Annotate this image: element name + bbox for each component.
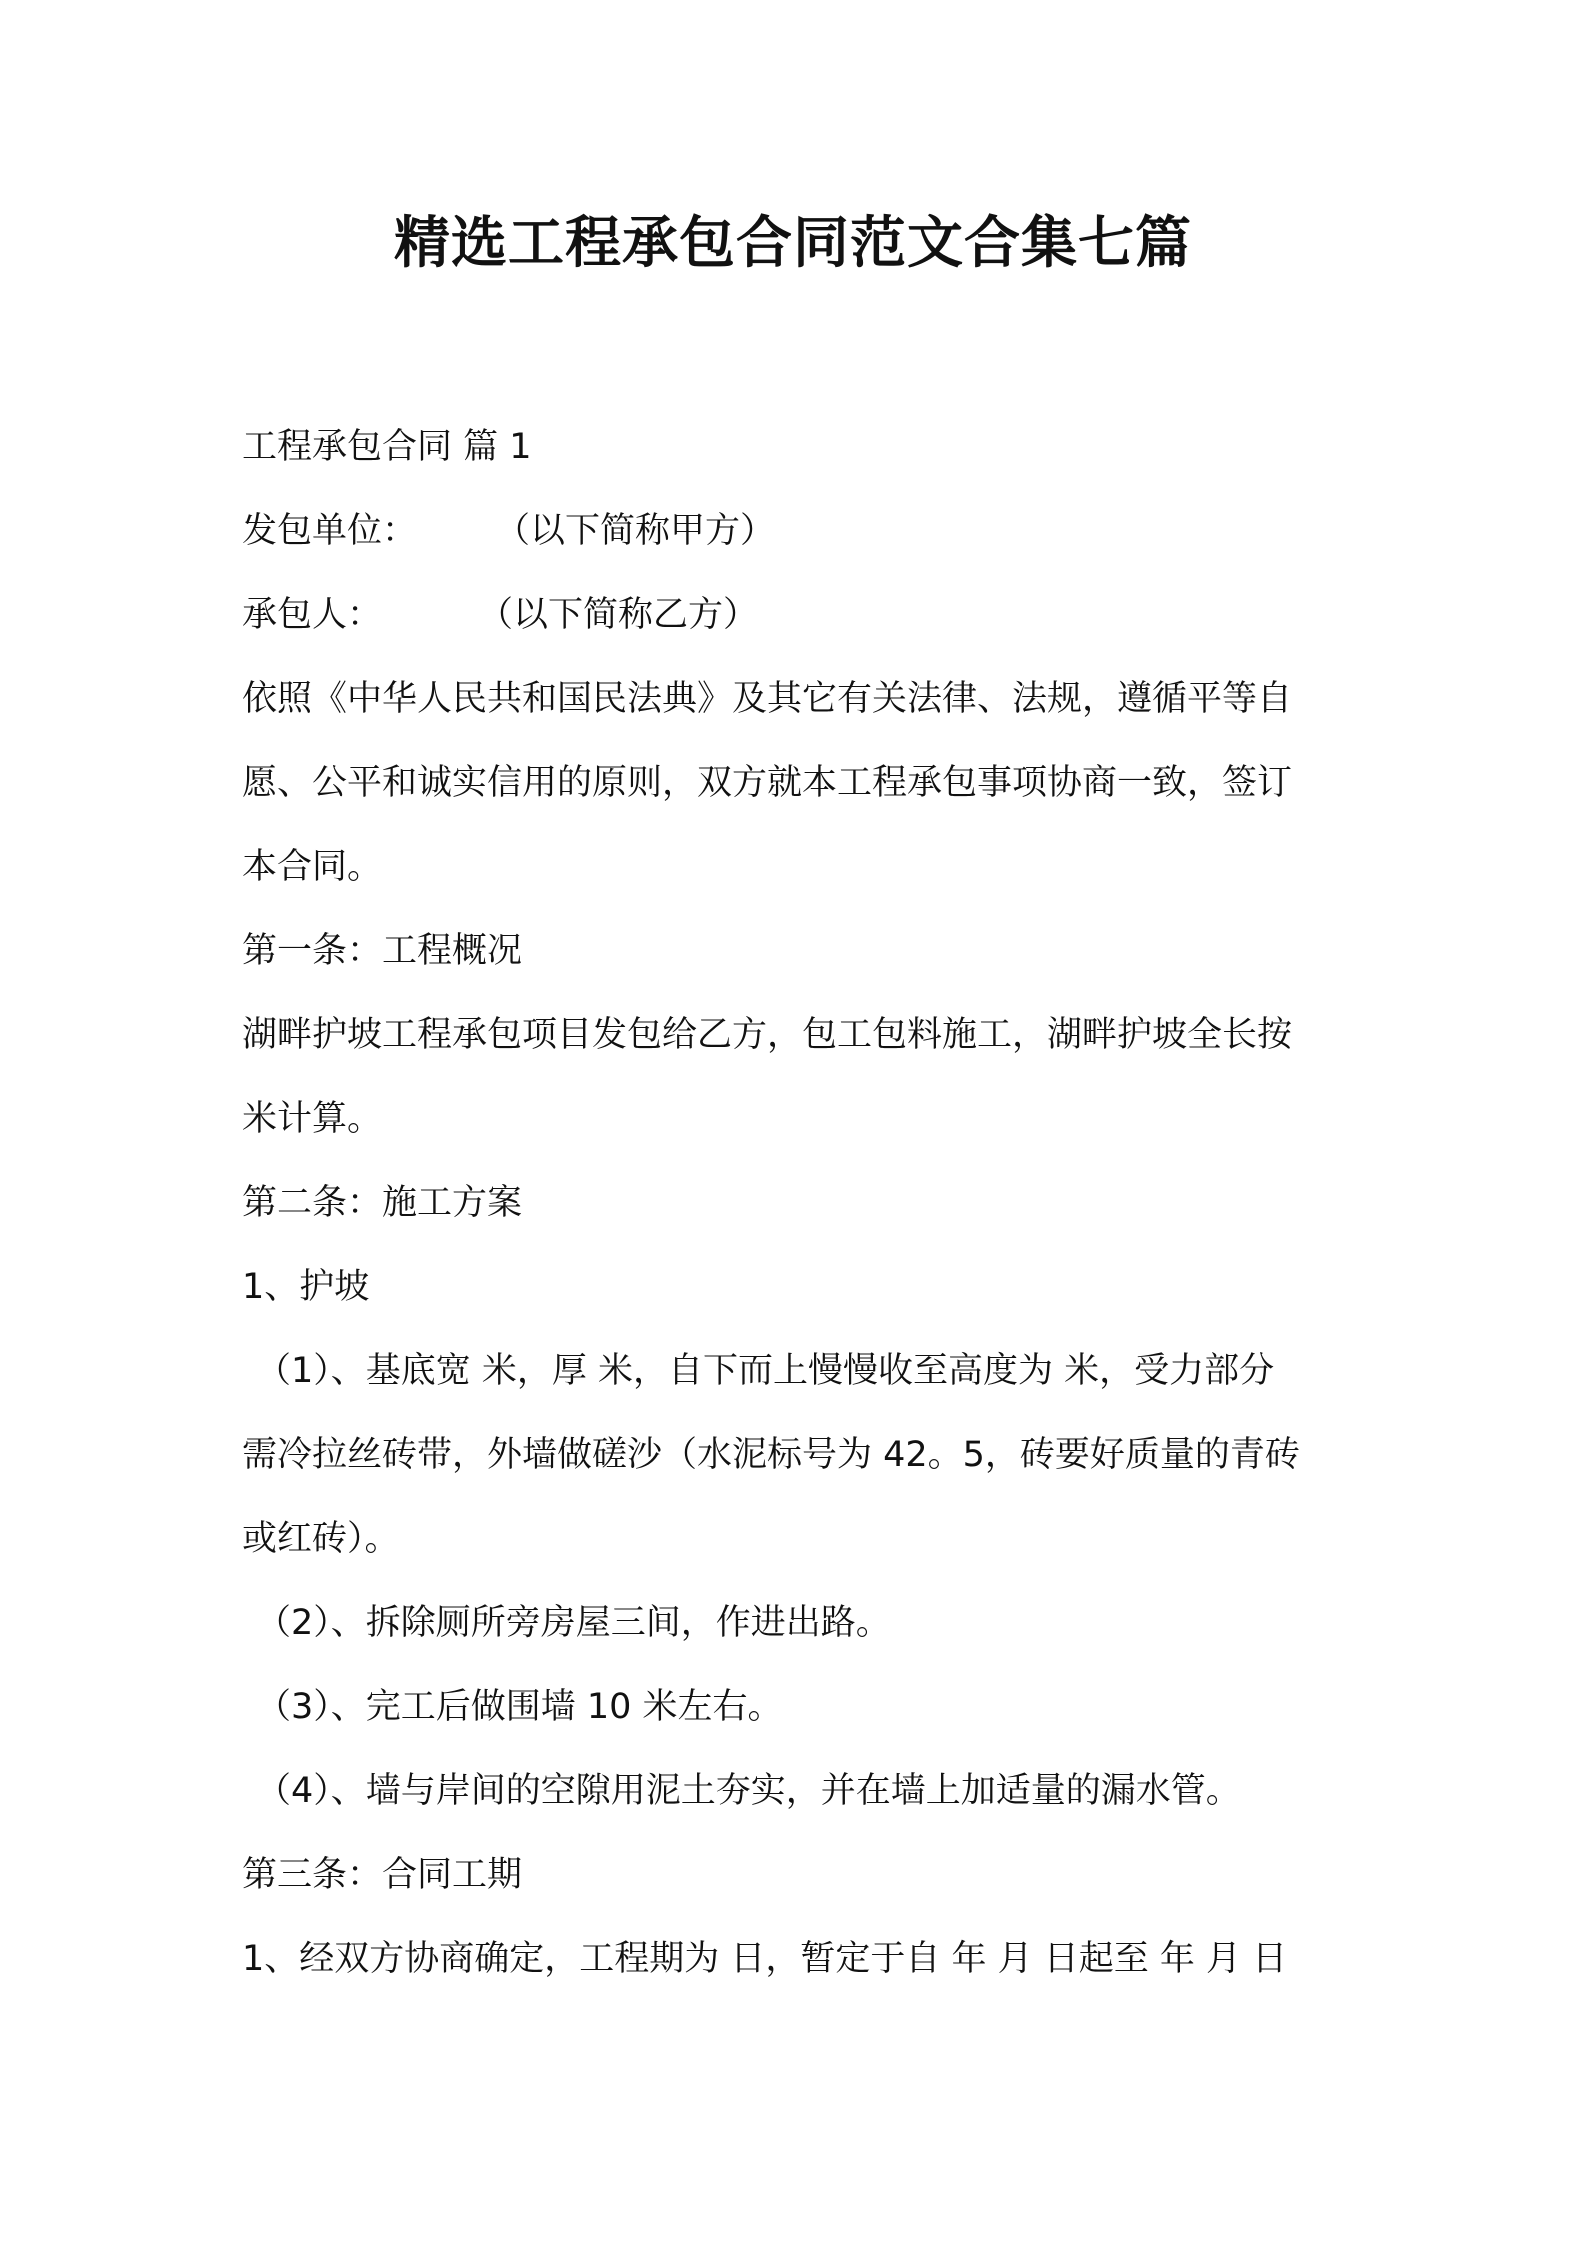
paragraph-line: 或红砖）。 bbox=[242, 1519, 400, 1559]
party-label: 承包人： bbox=[242, 595, 383, 635]
paragraph-line: 米计算。 bbox=[242, 1099, 383, 1139]
article-heading: 第二条：施工方案 bbox=[242, 1183, 523, 1223]
subsection-heading: 1、护坡 bbox=[242, 1267, 370, 1307]
paragraph-line: 1、经双方协商确定，工程期为 日，暂定于自 年 月 日起至 年 月 日 bbox=[242, 1939, 1288, 1979]
list-item: （3）、完工后做围墙 10 米左右。 bbox=[256, 1687, 783, 1727]
paragraph-line: 本合同。 bbox=[242, 847, 383, 887]
section-heading: 工程承包合同 篇 1 bbox=[242, 427, 532, 467]
list-item: （1）、基底宽 米，厚 米，自下而上慢慢收至高度为 米，受力部分 bbox=[256, 1351, 1275, 1391]
article-heading: 第一条：工程概况 bbox=[242, 931, 523, 971]
party-note: （以下简称乙方） bbox=[478, 595, 759, 635]
party-label: 发包单位： bbox=[242, 511, 418, 551]
contract-party-line bbox=[242, 489, 1362, 573]
paragraph-line: 依照《中华人民共和国民法典》及其它有关法律、法规，遵循平等自 bbox=[242, 679, 1293, 719]
paragraph-line: 愿、公平和诚实信用的原则，双方就本工程承包事项协商一致，签订 bbox=[242, 763, 1293, 803]
document-body bbox=[242, 405, 1362, 2001]
paragraph-line: 需冷拉丝砖带，外墙做磋沙（水泥标号为 42。5，砖要好质量的青砖 bbox=[242, 1435, 1300, 1475]
list-item: （2）、拆除厕所旁房屋三间，作进出路。 bbox=[256, 1603, 891, 1643]
list-item: （4）、墙与岸间的空隙用泥土夯实，并在墙上加适量的漏水管。 bbox=[256, 1771, 1241, 1811]
party-note: （以下简称甲方） bbox=[495, 511, 776, 551]
document-title: 精选工程承包合同范文合集七篇 bbox=[394, 211, 1192, 276]
article-heading: 第三条：合同工期 bbox=[242, 1855, 523, 1895]
contract-party-line bbox=[242, 573, 1362, 657]
paragraph-line: 湖畔护坡工程承包项目发包给乙方，包工包料施工，湖畔护坡全长按 bbox=[242, 1015, 1293, 1055]
